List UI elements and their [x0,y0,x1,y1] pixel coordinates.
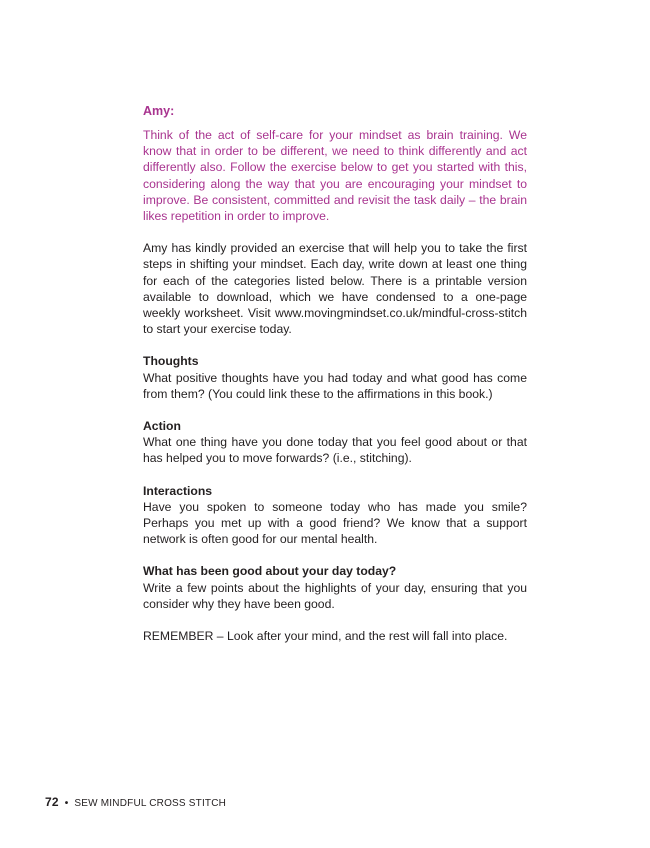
content-column [143,103,527,644]
page-footer [45,795,226,809]
amy-quote-block [143,103,527,224]
section-body: What one thing have you done today that you feel good about or that has helped you to move forwards? (i.e., stitching). [143,435,527,466]
section-body: What positive thoughts have you had today and what good has come from them? (You could link these to the affirmations in this book.) [143,370,527,401]
remember-line: REMEMBER – Look after your mind, and the rest will fall into place. [143,629,508,644]
section-interactions [143,483,527,548]
quote-text: Think of the act of self-care for your mindset as brain training. We know that in order to be different, we need to think differently and act differently also. Follow the exercise below to get you started with this, considering along the way that you are encouraging your mindset to improve. Be consistent, committed and revisit the task daily – the brain likes repetition in order to improve. [143,128,527,224]
section-good-day [143,563,527,612]
section-body: Write a few points about the highlights of your day, ensuring that you consider why they have been good. [143,580,527,611]
section-heading: Thoughts [143,354,199,369]
quote-heading: Amy: [143,104,175,118]
section-thoughts [143,353,527,402]
section-heading: Interactions [143,483,213,498]
intro-paragraph: Amy has kindly provided an exercise that will help you to take the first steps in shifting your mindset. Each day, write down at least one thing for each of the categories listed below. There is a printable version available to download, which we have condensed to a one-page weekly worksheet. Visit www.movingmindset.co.uk/mindful-cross-stitch to start your exercise today. [143,241,527,337]
section-action [143,418,527,467]
section-heading: What has been good about your day today? [143,564,397,579]
page-number: 72 [45,795,59,809]
book-title: SEW MINDFUL CROSS STITCH [74,798,227,809]
footer-bullet: • [64,798,69,809]
section-heading: Action [143,419,181,434]
section-body: Have you spoken to someone today who has made you smile? Perhaps you met up with a good friend? We know that a support network is often good for our mental health. [143,499,527,547]
